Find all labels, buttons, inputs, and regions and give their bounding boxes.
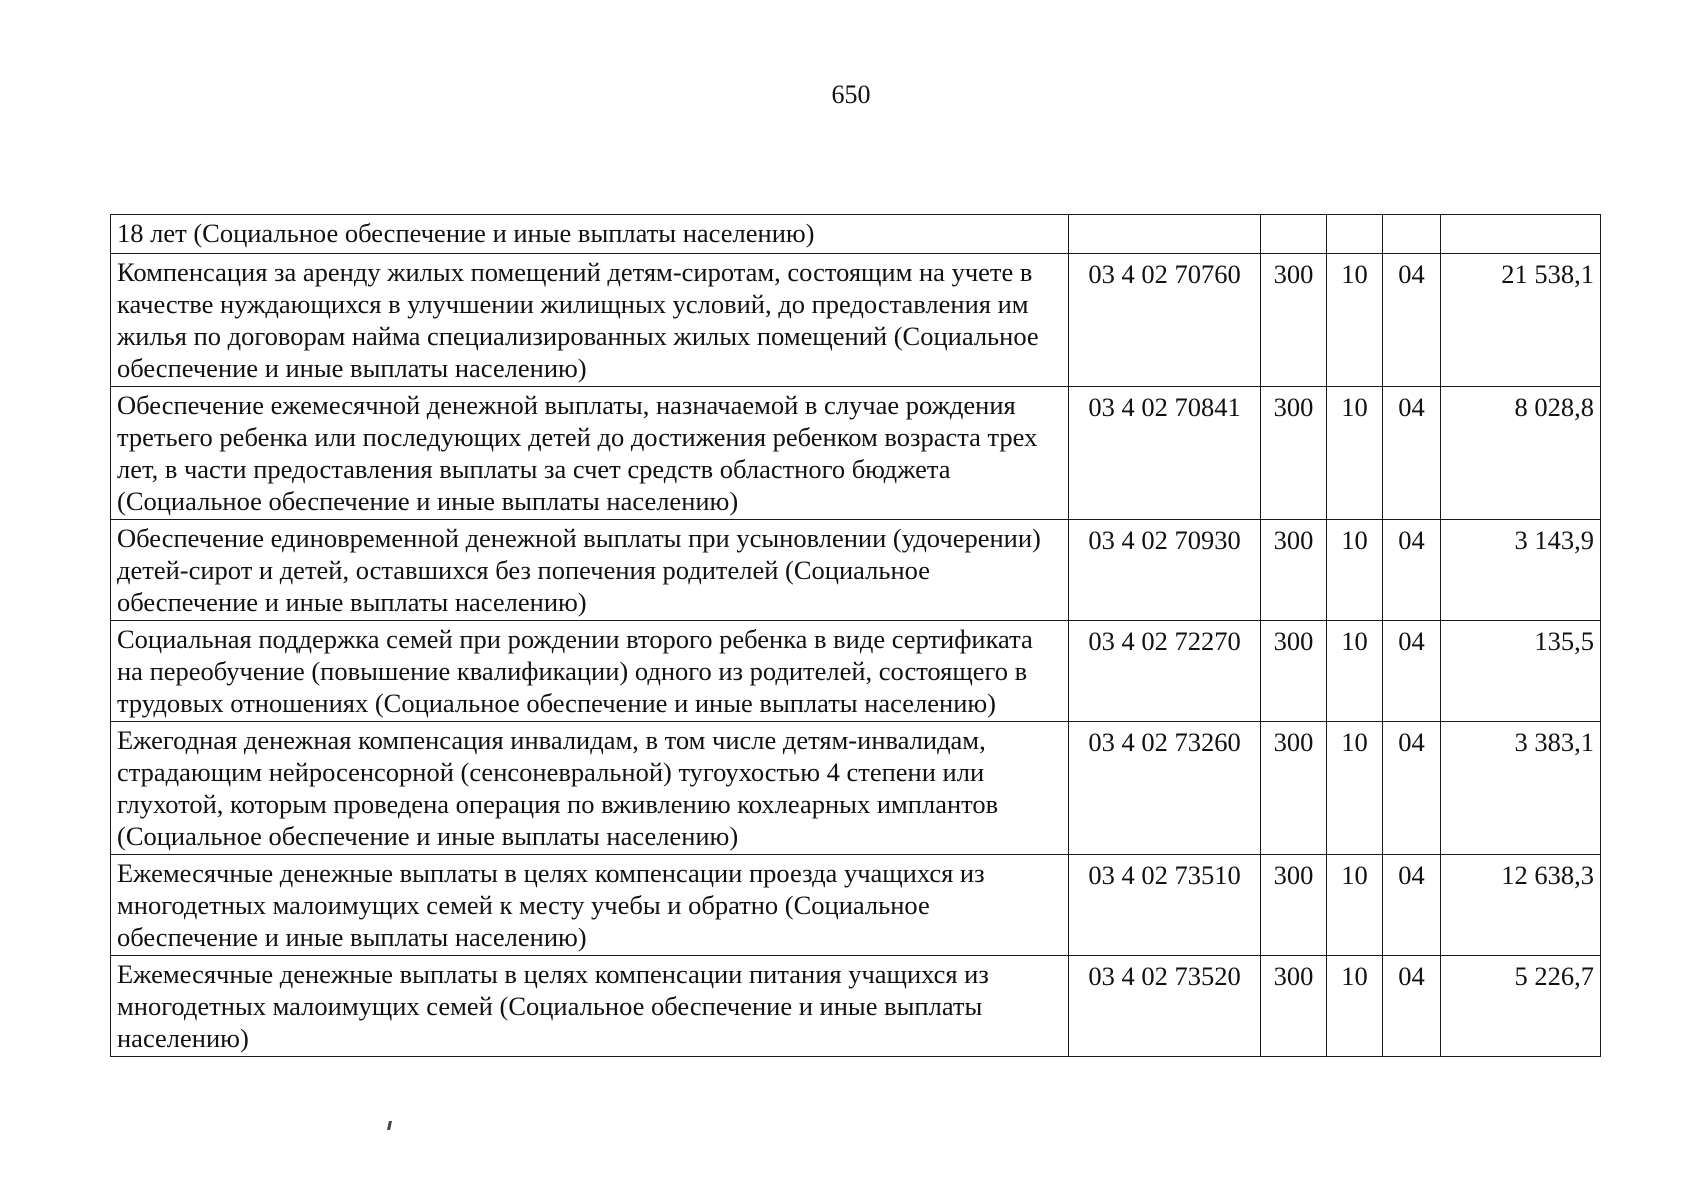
row-expense-type: 300: [1261, 520, 1327, 621]
row-section: 10: [1327, 855, 1383, 956]
row-description: Обеспечение ежемесячной денежной выплаты, назначаемой в случае рождения третьего ребенка или последующих детей до достижения ребенком возраста трех лет, в части предоставления выплаты за счет средств областного бюджета (Социальное обеспечение и иные выплаты населению): [111, 387, 1069, 520]
page-number: 650: [831, 80, 871, 109]
row-description: Ежемесячные денежные выплаты в целях компенсации проезда учащихся из многодетных малоимущих семей к месту учебы и обратно (Социальное обеспечение и иные выплаты населению): [111, 855, 1069, 956]
table-row: [111, 621, 1601, 722]
row-expense-type: 300: [1261, 956, 1327, 1057]
table-row: [111, 520, 1601, 621]
row-section: 10: [1327, 956, 1383, 1057]
table-row: [111, 215, 1601, 254]
row-target-article: 03 4 02 73520: [1069, 956, 1261, 1057]
row-amount: 12 638,3: [1441, 855, 1601, 956]
row-subsection: 04: [1383, 520, 1441, 621]
row-section: 10: [1327, 520, 1383, 621]
row-expense-type: 300: [1261, 254, 1327, 387]
budget-table: [110, 214, 1601, 1057]
table-row: [111, 387, 1601, 520]
row-amount: 135,5: [1441, 621, 1601, 722]
row-target-article: 03 4 02 70841: [1069, 387, 1261, 520]
table-row: [111, 254, 1601, 387]
row-description: Компенсация за аренду жилых помещений детям-сиротам, состоящим на учете в качестве нуждающихся в улучшении жилищных условий, до предоставления им жилья по договорам найма специализированных жилых помещений (Социальное обеспечение и иные выплаты населению): [111, 254, 1069, 387]
row-subsection: 04: [1383, 621, 1441, 722]
row-section: 10: [1327, 254, 1383, 387]
row-section: [1327, 215, 1383, 254]
row-description: 18 лет (Социальное обеспечение и иные выплаты населению): [111, 215, 1069, 254]
row-subsection: 04: [1383, 254, 1441, 387]
row-target-article: 03 4 02 70760: [1069, 254, 1261, 387]
row-target-article: 03 4 02 73260: [1069, 722, 1261, 855]
row-expense-type: 300: [1261, 855, 1327, 956]
row-amount: 21 538,1: [1441, 254, 1601, 387]
row-subsection: 04: [1383, 722, 1441, 855]
row-amount: [1441, 215, 1601, 254]
row-description: Социальная поддержка семей при рождении второго ребенка в виде сертификата на переобучение (повышение квалификации) одного из родителей, состоящего в трудовых отношениях (Социальное обеспечение и иные выплаты населению): [111, 621, 1069, 722]
row-description: Ежегодная денежная компенсация инвалидам, в том числе детям-инвалидам, страдающим нейросенсорной (сенсоневральной) тугоухостью 4 степени или глухотой, которым проведена операция по вживлению кохлеарных имплантов (Социальное обеспечение и иные выплаты населению): [111, 722, 1069, 855]
row-expense-type: 300: [1261, 621, 1327, 722]
row-expense-type: [1261, 215, 1327, 254]
table-row: [111, 956, 1601, 1057]
row-expense-type: 300: [1261, 387, 1327, 520]
row-target-article: 03 4 02 72270: [1069, 621, 1261, 722]
row-amount: 8 028,8: [1441, 387, 1601, 520]
row-target-article: [1069, 215, 1261, 254]
row-subsection: 04: [1383, 956, 1441, 1057]
table-row: [111, 722, 1601, 855]
row-subsection: [1383, 215, 1441, 254]
row-amount: 5 226,7: [1441, 956, 1601, 1057]
row-description: Ежемесячные денежные выплаты в целях компенсации питания учащихся из многодетных малоимущих семей (Социальное обеспечение и иные выплаты населению): [111, 956, 1069, 1057]
row-subsection: 04: [1383, 855, 1441, 956]
row-target-article: 03 4 02 70930: [1069, 520, 1261, 621]
row-section: 10: [1327, 722, 1383, 855]
row-section: 10: [1327, 387, 1383, 520]
row-amount: 3 383,1: [1441, 722, 1601, 855]
scan-speck: [387, 1121, 392, 1130]
row-subsection: 04: [1383, 387, 1441, 520]
row-expense-type: 300: [1261, 722, 1327, 855]
row-description: Обеспечение единовременной денежной выплаты при усыновлении (удочерении) детей-сирот и детей, оставшихся без попечения родителей (Социальное обеспечение и иные выплаты населению): [111, 520, 1069, 621]
row-section: 10: [1327, 621, 1383, 722]
table-row: [111, 855, 1601, 956]
row-amount: 3 143,9: [1441, 520, 1601, 621]
row-target-article: 03 4 02 73510: [1069, 855, 1261, 956]
